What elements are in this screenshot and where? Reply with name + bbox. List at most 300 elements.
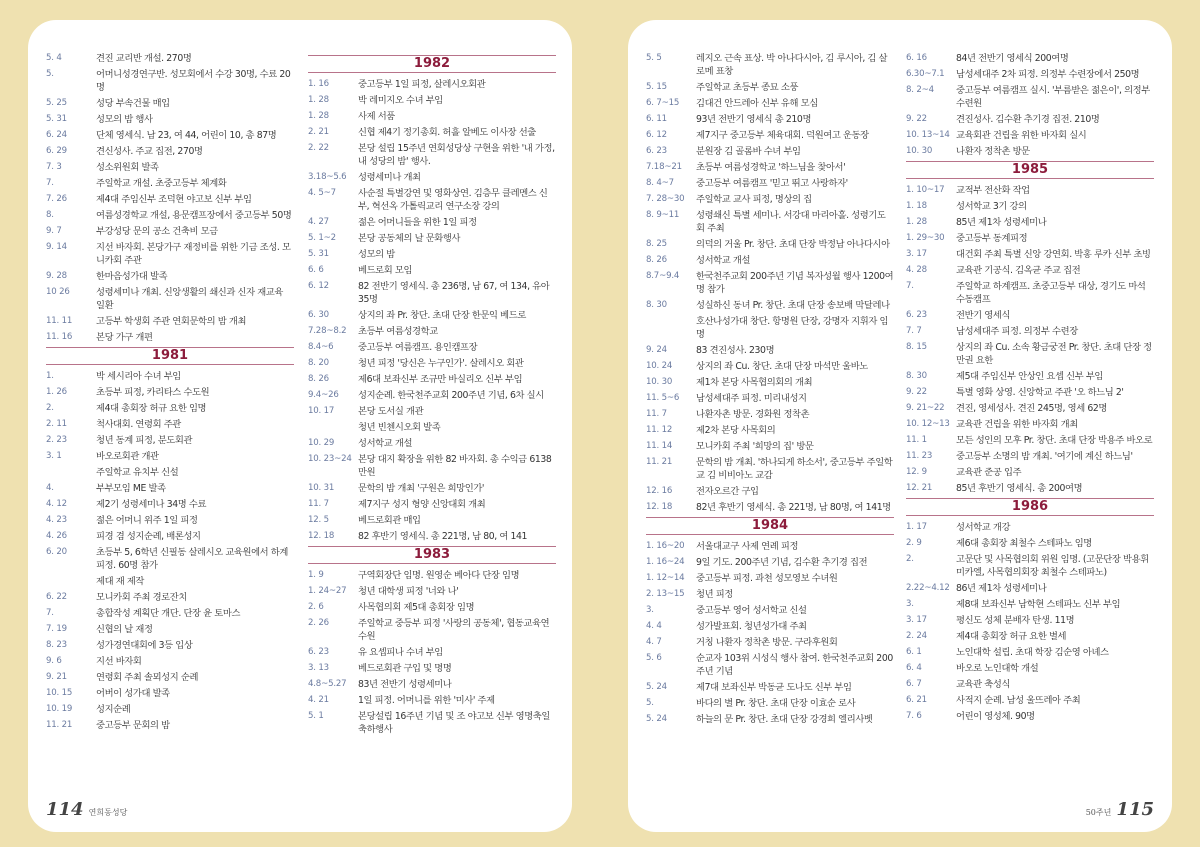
timeline-entry [646,681,894,694]
timeline-entry [646,97,894,110]
timeline-entry [308,94,556,107]
entry-text: 분원장 김 골롬바 수녀 부임 [696,146,801,157]
entry-date: 7. [906,281,914,291]
entry-text: 평신도 성체 분배자 탄생. 11명 [956,615,1075,626]
entry-text: 어버이 성가대 발족 [96,688,170,699]
entry-date: 2. [906,554,914,564]
entry-date: 1. 28 [906,217,927,227]
entry-text: 부부모임 ME 발족 [96,483,166,494]
entry-date: 8. 4~7 [646,178,674,188]
entry-text: 성모의 밤 [358,249,395,260]
timeline-entry [906,482,1154,495]
entry-date: 4. 28 [906,265,927,275]
entry-date: 11. 7 [646,409,667,419]
timeline-entry [646,572,894,585]
timeline-entry [646,556,894,569]
timeline-entry [906,325,1154,338]
entry-text: 성서학교 개강 [956,522,1011,533]
timeline-entry [646,238,894,251]
timeline-entry [46,177,294,190]
entry-date: 1. 26 [46,387,67,397]
entry-date: 10. 23~24 [308,454,352,464]
entry-date: 8. [46,210,54,220]
entry-date: 10. 15 [46,688,73,698]
entry-text: 남성세대주 2차 피정. 의정부 수련장에서 250명 [956,69,1140,80]
entry-date: 2. 23 [46,435,67,445]
timeline-entry [308,78,556,91]
timeline-entry [46,623,294,636]
entry-date: 12. 5 [308,515,329,525]
entry-text: 중고등부 피정. 과천 성모영보 수녀원 [696,573,838,584]
entry-date: 5. [46,69,54,79]
entry-text: 본당 도서실 개관 [358,406,424,417]
timeline-entry [46,671,294,684]
entry-date: 2. 22 [308,143,329,153]
timeline-entry [308,142,556,168]
entry-text: 청년 대학생 피정 '너와 나' [358,586,459,597]
entry-date: 3. 17 [906,615,927,625]
entry-date: 8. 25 [646,239,667,249]
entry-text: 제1차 본당 사목협의회의 개최 [696,377,813,388]
entry-text: 견진성사. 김수환 추기경 집전. 210명 [956,114,1100,125]
entry-text: 성당 부속건물 매입 [96,98,170,109]
timeline-entry [308,498,556,511]
entry-date: 1. 18 [906,201,927,211]
entry-text: 바다의 별 Pr. 창단. 초대 단장 이효순 로사 [696,698,856,709]
entry-text: 성서학교 개설 [358,438,413,449]
entry-date: 8. 26 [308,374,329,384]
timeline-entry [308,405,556,418]
entry-date: 5. 5 [646,53,662,63]
timeline-entry [646,392,894,405]
entry-text: 단체 영세식. 남 23, 여 44, 어린이 10, 총 87명 [96,130,277,141]
entry-date: 7. 7 [906,326,922,336]
entry-text: 성서학교 개설 [696,255,751,266]
entry-date: 2. 21 [308,127,329,137]
entry-date: 10. 24 [646,361,673,371]
entry-text: 피경 겸 성지순례, 배론성지 [96,531,201,542]
timeline-entry [646,697,894,710]
left-column-1 [46,52,294,735]
entry-text: 중고등부 영어 성서학교 신설 [696,605,807,616]
timeline-entry [308,341,556,354]
entry-date: 7. 3 [46,162,62,172]
year-heading: 1986 [906,498,1154,516]
entry-text: 주일학교 중등부 피정 '사랑의 공동체', 협동교육연수원 [358,618,550,642]
entry-text: 본당 대지 확장을 위한 82 바자회. 총 수익금 6138만원 [358,454,552,478]
timeline-entry [906,553,1154,579]
timeline-entry [906,113,1154,126]
entry-date: 11. 16 [46,332,73,342]
timeline-entry [46,607,294,620]
entry-date: 6. 22 [46,592,67,602]
entry-date: 11. 5~6 [646,393,680,403]
entry-date [646,315,696,341]
timeline-entry [46,546,294,572]
entry-date: 11. 7 [308,499,329,509]
entry-text: 전자오르간 구입 [696,486,759,497]
timeline-entry [906,694,1154,707]
entry-date: 11. 21 [46,720,73,730]
timeline-entry [308,373,556,386]
entry-text: 9일 기도. 200주년 기념, 김수환 추기경 집전 [696,557,868,568]
entry-text: 견신성사. 주교 집전, 270명 [96,146,203,157]
timeline-entry [308,646,556,659]
entry-text: 중고등부 소명의 밤 개최. '여기에 계신 하느님' [956,451,1133,462]
entry-date: 1. 16 [308,79,329,89]
entry-text: 신협의 날 재정 [96,624,153,635]
entry-text: 성지순례. 한국천주교회 200주년 기념, 6차 실시 [358,390,544,401]
timeline-entry [906,537,1154,550]
timeline-entry [906,52,1154,65]
timeline-entry [46,498,294,511]
entry-text: 베드로회 모임 [358,265,413,276]
entry-text: 82 전반기 영세식. 총 236명, 남 67, 여 134, 유아 35명 [358,281,550,305]
entry-text: 어린이 영성체. 90명 [956,711,1035,722]
year-heading: 1985 [906,161,1154,179]
entry-text: 척사대회. 연령회 주관 [96,419,181,430]
entry-date: 11. 23 [906,451,933,461]
timeline-entry [906,386,1154,399]
timeline-entry [46,161,294,174]
timeline-entry [46,687,294,700]
entry-date: 6. 23 [308,647,329,657]
entry-date: 3. [646,605,654,615]
entry-text: 성가발표회. 청년성가대 주최 [696,621,807,632]
timeline-entry [308,280,556,306]
entry-text: 중고등부 1일 피정, 살레시오회관 [358,79,486,90]
entry-date: 6. 4 [906,663,922,673]
left-column-2 [308,52,556,739]
timeline-entry [46,450,294,463]
page-label: 50주년 [1085,808,1112,817]
timeline-entry [46,270,294,283]
entry-date: 9. 21 [46,672,67,682]
entry-date: 1. 17 [906,522,927,532]
timeline-entry [646,360,894,373]
timeline-entry [46,286,294,312]
timeline-entry [46,575,294,588]
timeline-entry [46,97,294,110]
entry-text: 총합작성 계획단 개단. 단장 윤 토마스 [96,608,241,619]
timeline-entry [906,630,1154,643]
entry-date: 8. 26 [646,255,667,265]
entry-date: 5. 24 [646,714,667,724]
timeline-entry [906,450,1154,463]
timeline-entry [46,418,294,431]
timeline-entry [308,710,556,736]
timeline-entry [308,248,556,261]
timeline-entry [46,703,294,716]
timeline-entry [906,418,1154,431]
timeline-entry [646,501,894,514]
timeline-entry [308,585,556,598]
entry-text: 견진, 영세성사. 견진 245명, 영세 62명 [956,403,1107,414]
entry-text: 85년 후반기 영세식. 총 200여명 [956,483,1083,494]
entry-date: 9.4~26 [308,390,339,400]
entry-date: 10. 13~14 [906,130,950,140]
entry-text: 문학의 밤 개최. '하나되게 하소서', 중고등부 주일학교 김 비비아노 교감 [696,457,893,481]
entry-date: 12. 18 [646,502,673,512]
timeline-entry [646,424,894,437]
timeline-entry [646,52,894,78]
entry-text: 제7지구 성지 형양 신앙대회 개최 [358,499,486,510]
entry-date: 1. 16~24 [646,557,685,567]
entry-text: 사순절 특별강연 및 영화상연. 김층무 클레멘스 신부, 혁선옥 가톨릭교리 연구소장 강의 [358,188,548,212]
entry-text: 본당 가구 개편 [96,332,153,343]
entry-date: 6. 12 [646,130,667,140]
timeline-entry [906,280,1154,306]
entry-date: 10. 30 [906,146,933,156]
entry-date: 11. 14 [646,441,673,451]
entry-date: 3.18~5.6 [308,172,347,182]
timeline-entry [906,614,1154,627]
timeline-entry [646,713,894,726]
entry-date: 1. [46,371,54,381]
timeline-entry [906,129,1154,142]
timeline-entry [646,652,894,678]
timeline-entry [308,662,556,675]
entry-text: 견진 교리반 개설. 270명 [96,53,192,64]
entry-text: 사적지 순례. 남성 울뜨레아 주최 [956,695,1081,706]
entry-date: 9. 22 [906,387,927,397]
right-page [628,20,1172,832]
entry-text: 청년 피정 '당신은 누구인가'. 살레시오 회관 [358,358,524,369]
entry-text: 중고등부 문회의 밤 [96,720,170,731]
entry-text: 제4대 주임신부 조덕현 야고보 신부 부임 [96,194,252,205]
entry-date: 8. 9~11 [646,210,680,220]
entry-text: 남성세대주 피정. 의정부 수련장 [956,326,1078,337]
entry-date: 8. 20 [308,358,329,368]
entry-text: 제대 재 제작 [96,576,145,587]
entry-date: 6. 7 [906,679,922,689]
entry-text: 부강성당 문의 공소 건축비 모금 [96,226,218,237]
entry-date: 8.4~6 [308,342,334,352]
entry-date: 7. [46,608,54,618]
entry-text: 유 요셉피나 수녀 부임 [358,647,443,658]
entry-date: 6. 1 [906,647,922,657]
entry-text: 중고등부 여름캠프 실시. '부름받은 젊은이', 의정부 수련원 [956,85,1150,109]
timeline-entry [46,402,294,415]
entry-text: 젊은 어머니들을 위한 1일 피정 [358,217,477,228]
timeline-entry [906,521,1154,534]
entry-date: 9. 22 [906,114,927,124]
entry-date: 11. 21 [646,457,673,467]
timeline-entry [46,530,294,543]
entry-date [308,421,358,434]
entry-text: 제2기 성령세미나 34명 수료 [96,499,207,510]
entry-text: 제6대 총회장 최철수 스테파노 임명 [956,538,1092,549]
entry-text: 상지의 좌 Cu. 소속 황금궁전 Pr. 창단. 초대 단장 정만권 요한 [956,342,1152,366]
timeline-entry [308,171,556,184]
timeline-entry [646,270,894,296]
entry-date: 4. 21 [308,695,329,705]
entry-date: 8.7~9.4 [646,271,680,281]
entry-text: 모니카회 주최 경로잔치 [96,592,187,603]
timeline-entry [308,216,556,229]
entry-text: 교육관 기공식. 김옥균 주교 집전 [956,265,1081,276]
timeline-entry [646,620,894,633]
entry-date: 5. 1~2 [308,233,336,243]
entry-date: 5. 4 [46,53,62,63]
entry-date: 7.28~8.2 [308,326,347,336]
right-column-1 [646,52,894,729]
entry-text: 상지의 좌 Pr. 창단. 초대 단장 한문익 베드로 [358,310,526,321]
entry-text: 박 레미지오 수녀 부임 [358,95,443,106]
entry-date: 2. 6 [308,602,324,612]
entry-text: 성서학교 3기 강의 [956,201,1027,212]
timeline-entry [906,216,1154,229]
entry-date: 4. 4 [646,621,662,631]
entry-text: 전반기 영세식 [956,310,1011,321]
entry-date: 7. 26 [46,194,67,204]
entry-text: 김대건 안드레아 신부 유해 모심 [696,98,818,109]
entry-date: 1. 12~14 [646,573,685,583]
entry-date: 6. 23 [906,310,927,320]
year-heading: 1982 [308,55,556,73]
timeline-entry [906,184,1154,197]
entry-text: 베드로회관 구입 및 명명 [358,663,452,674]
timeline-entry [906,84,1154,110]
entry-text: 하늘의 문 Pr. 창단. 초대 단장 강경희 엘리사벳 [696,714,873,725]
entry-text: 주일학교 유치부 신설 [96,467,179,478]
entry-text: 84년 전반기 영세식 200여명 [956,53,1069,64]
entry-text: 83 견진성사. 230명 [696,345,775,356]
timeline-entry [308,421,556,434]
entry-text: 의덕의 거울 Pr. 창단. 초대 단장 박정남 아나다시아 [696,239,890,250]
timeline-entry [46,52,294,65]
entry-text: 주일학교 개설. 초중고등부 체계화 [96,178,227,189]
timeline-entry [46,331,294,344]
timeline-entry [906,434,1154,447]
page-number: 114 [46,799,84,820]
entry-text: 제4대 총회장 허규 요한 임명 [96,403,207,414]
timeline-entry [646,161,894,174]
entry-text: 82 후반기 영세식. 총 221명, 남 80, 여 141 [358,531,528,542]
entry-date: 4. 26 [46,531,67,541]
left-page [28,20,572,832]
entry-text: 지선 바자회 [96,656,142,667]
entry-text: 교적부 전산화 작업 [956,185,1030,196]
entry-text: 지선 바자회. 본당가구 재정비를 위한 기금 조성. 모니카회 주관 [96,242,291,266]
entry-date: 10. 19 [46,704,73,714]
entry-text: 노인대학 설립. 초대 학장 김순영 아녜스 [956,647,1109,658]
timeline-entry [46,241,294,267]
timeline-entry [646,376,894,389]
timeline-entry [646,636,894,649]
timeline-entry [46,434,294,447]
entry-text: 본당설립 16주년 기념 및 조 야고보 신부 영명축일 축하행사 [358,711,550,735]
entry-text: 주일학교 하계캠프. 초중고등부 대상, 경기도 마석 수동캠프 [956,281,1146,305]
timeline-entry [646,193,894,206]
entry-text: 문학의 밤 개최 '구원은 희망인가' [358,483,485,494]
timeline-entry [308,187,556,213]
entry-date: 5. 15 [646,82,667,92]
entry-date: 7. [46,178,54,188]
entry-date: 5. 31 [46,114,67,124]
entry-date: 2. 9 [906,538,922,548]
timeline-entry [906,582,1154,595]
timeline-entry [646,540,894,553]
entry-text: 성소위원회 발족 [96,162,159,173]
entry-date: 1. 28 [308,111,329,121]
entry-date: 2.22~4.12 [906,583,950,593]
entry-text: 특별 영화 상영. 신앙학교 주관 '오 하느님 2' [956,387,1124,398]
timeline-entry [308,617,556,643]
entry-text: 거칭 나환자 정착촌 방문. 구라후원회 [696,637,838,648]
entry-date: 2. 11 [46,419,67,429]
timeline-entry [46,482,294,495]
entry-text: 제7지구 중고등부 체육대회. 덕원여고 운동장 [696,130,869,141]
entry-date: 1. 28 [308,95,329,105]
entry-text: 1일 피정. 어머니를 위한 '미사' 주제 [358,695,495,706]
timeline-entry [646,113,894,126]
entry-date: 6. 11 [646,114,667,124]
entry-text: 성령세미나 개최 [358,172,421,183]
entry-date: 4. 27 [308,217,329,227]
entry-text: 나환자 정착촌 방문 [956,146,1030,157]
entry-text: 86년 제1차 성령세미나 [956,583,1047,594]
entry-text: 초등부 여름성경학교 '하느님을 찾아서' [696,162,846,173]
timeline-entry [906,678,1154,691]
entry-text: 한국천주교회 200주년 기념 복자성월 행사 1200여 명 참가 [696,271,894,295]
entry-text: 청년 동계 피정, 분도회관 [96,435,193,446]
entry-date: 3. 13 [308,663,329,673]
entry-date: 5. 25 [46,98,67,108]
right-column-2 [906,52,1154,726]
entry-date: 2. [46,403,54,413]
entry-date: 4. 5~7 [308,188,336,198]
entry-date: 7. 19 [46,624,67,634]
entry-text: 레지오 근속 표상. 박 아나다시아, 김 루시아, 김 살로메 표창 [696,53,888,77]
entry-date: 6. 24 [46,130,67,140]
timeline-entry [906,710,1154,723]
timeline-entry [646,129,894,142]
entry-date: 8. 15 [906,342,927,352]
timeline-entry [906,264,1154,277]
timeline-entry [46,466,294,479]
timeline-entry [906,646,1154,659]
entry-date: 9. 7 [46,226,62,236]
page-number: 115 [1116,799,1154,820]
entry-text: 여름성경학교 개설, 용문캠프장에서 중고등부 50명 [96,210,292,221]
entry-text: 성가경연대회에 3등 입상 [96,640,193,651]
timeline-entry [46,386,294,399]
entry-text: 93년 전반기 영세식 총 210명 [696,114,812,125]
timeline-entry [646,408,894,421]
timeline-entry [308,678,556,691]
entry-date: 12. 16 [646,486,673,496]
entry-text: 한마음성가대 발족 [96,271,168,282]
entry-date: 8. 23 [46,640,67,650]
entry-text: 교육관 축성식 [956,679,1011,690]
timeline-entry [906,341,1154,367]
entry-text: 초등부 피정, 카리타스 수도원 [96,387,210,398]
entry-text: 고등부 학생회 주관 연회문학의 밤 개최 [96,316,247,327]
entry-text: 제8대 보좌신부 남학현 스테파노 신부 부임 [956,599,1121,610]
timeline-entry [906,370,1154,383]
entry-date: 6.30~7.1 [906,69,945,79]
timeline-entry [46,209,294,222]
entry-date: 1. 29~30 [906,233,945,243]
entry-text: 박 세시리아 수녀 부임 [96,371,181,382]
entry-date: 11. 11 [46,316,73,326]
timeline-entry [646,440,894,453]
timeline-entry [646,315,894,341]
entry-text: 83년 전반기 성령세미나 [358,679,452,690]
timeline-entry [46,719,294,732]
entry-date: 5. 24 [646,682,667,692]
